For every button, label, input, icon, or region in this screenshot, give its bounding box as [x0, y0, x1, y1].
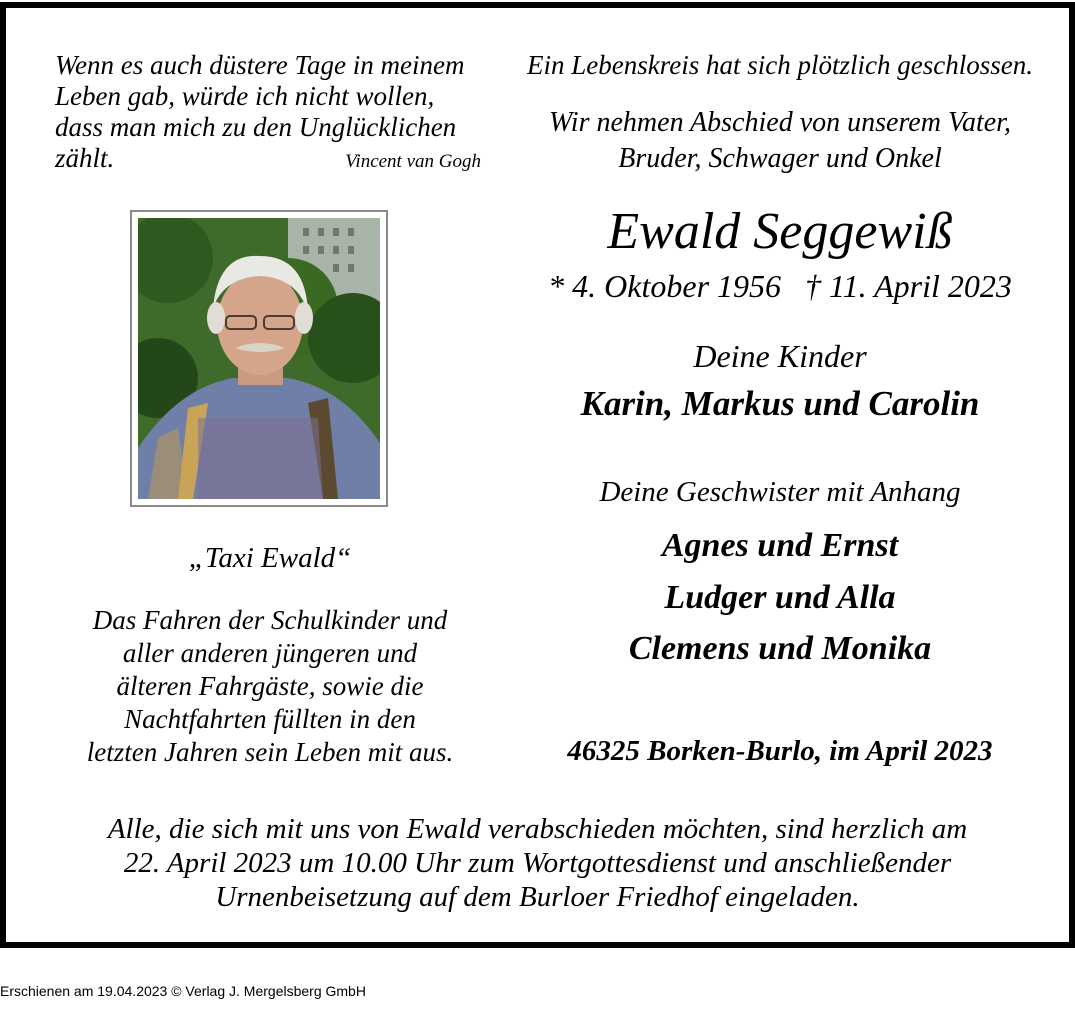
- invitation-line: 22. April 2023 um 10.00 Uhr zum Wortgottesdienst und anschließender: [123, 847, 952, 879]
- death-date: † 11. April 2023: [805, 268, 1012, 304]
- invitation-line: Alle, die sich mit uns von Ewald verabschieden möchten, sind herzlich am: [107, 813, 968, 845]
- quote-author: Vincent van Gogh: [345, 151, 481, 172]
- birth-date: * 4. Oktober 1956: [548, 268, 782, 304]
- farewell-line: Wir nehmen Abschied von unserem Vater,: [549, 107, 1011, 138]
- story-line: Nachtfahrten füllten in den: [124, 704, 416, 734]
- quote-line: zählt.: [55, 143, 115, 173]
- story-line: Das Fahren der Schulkinder und: [92, 605, 448, 635]
- portrait-photo: [130, 210, 388, 507]
- deceased-name: Ewald Seggewiß: [607, 203, 953, 260]
- siblings-label: Deine Geschwister mit Anhang: [599, 476, 961, 508]
- children-names: Karin, Markus und Carolin: [580, 384, 980, 423]
- sibling-pair: Ludger und Alla: [664, 579, 896, 616]
- invitation-text: [40, 812, 1035, 914]
- publication-footer: Erschienen am 19.04.2023 © Verlag J. Mergelsberg GmbH: [0, 983, 366, 999]
- portrait-photo-image: [138, 218, 380, 499]
- quote-line: Wenn es auch düstere Tage in meinem: [55, 50, 465, 80]
- place-date: 46325 Borken-Burlo, im April 2023: [567, 735, 993, 767]
- nickname: „Taxi Ewald“: [188, 542, 352, 574]
- story-block: [40, 604, 500, 769]
- story-line: älteren Fahrgäste, sowie die: [116, 671, 424, 701]
- story-line: letzten Jahren sein Leben mit aus.: [86, 737, 454, 767]
- sibling-pair: Agnes und Ernst: [661, 527, 899, 564]
- quote-block: [55, 50, 481, 177]
- quote-line: Leben gab, würde ich nicht wollen,: [55, 81, 435, 111]
- farewell-line: Bruder, Schwager und Onkel: [618, 143, 942, 174]
- sibling-pair: Clemens und Monika: [628, 630, 932, 667]
- intro-line: Ein Lebenskreis hat sich plötzlich geschlossen.: [527, 50, 1033, 80]
- farewell-text: [510, 105, 1050, 177]
- invitation-line: Urnenbeisetzung auf dem Burloer Friedhof eingeladen.: [215, 881, 860, 913]
- story-line: aller anderen jüngeren und: [122, 638, 418, 668]
- quote-line: dass man mich zu den Unglücklichen: [55, 112, 457, 142]
- children-label: Deine Kinder: [693, 338, 867, 374]
- quote-last-row: [55, 143, 481, 177]
- life-dates: [510, 268, 1050, 305]
